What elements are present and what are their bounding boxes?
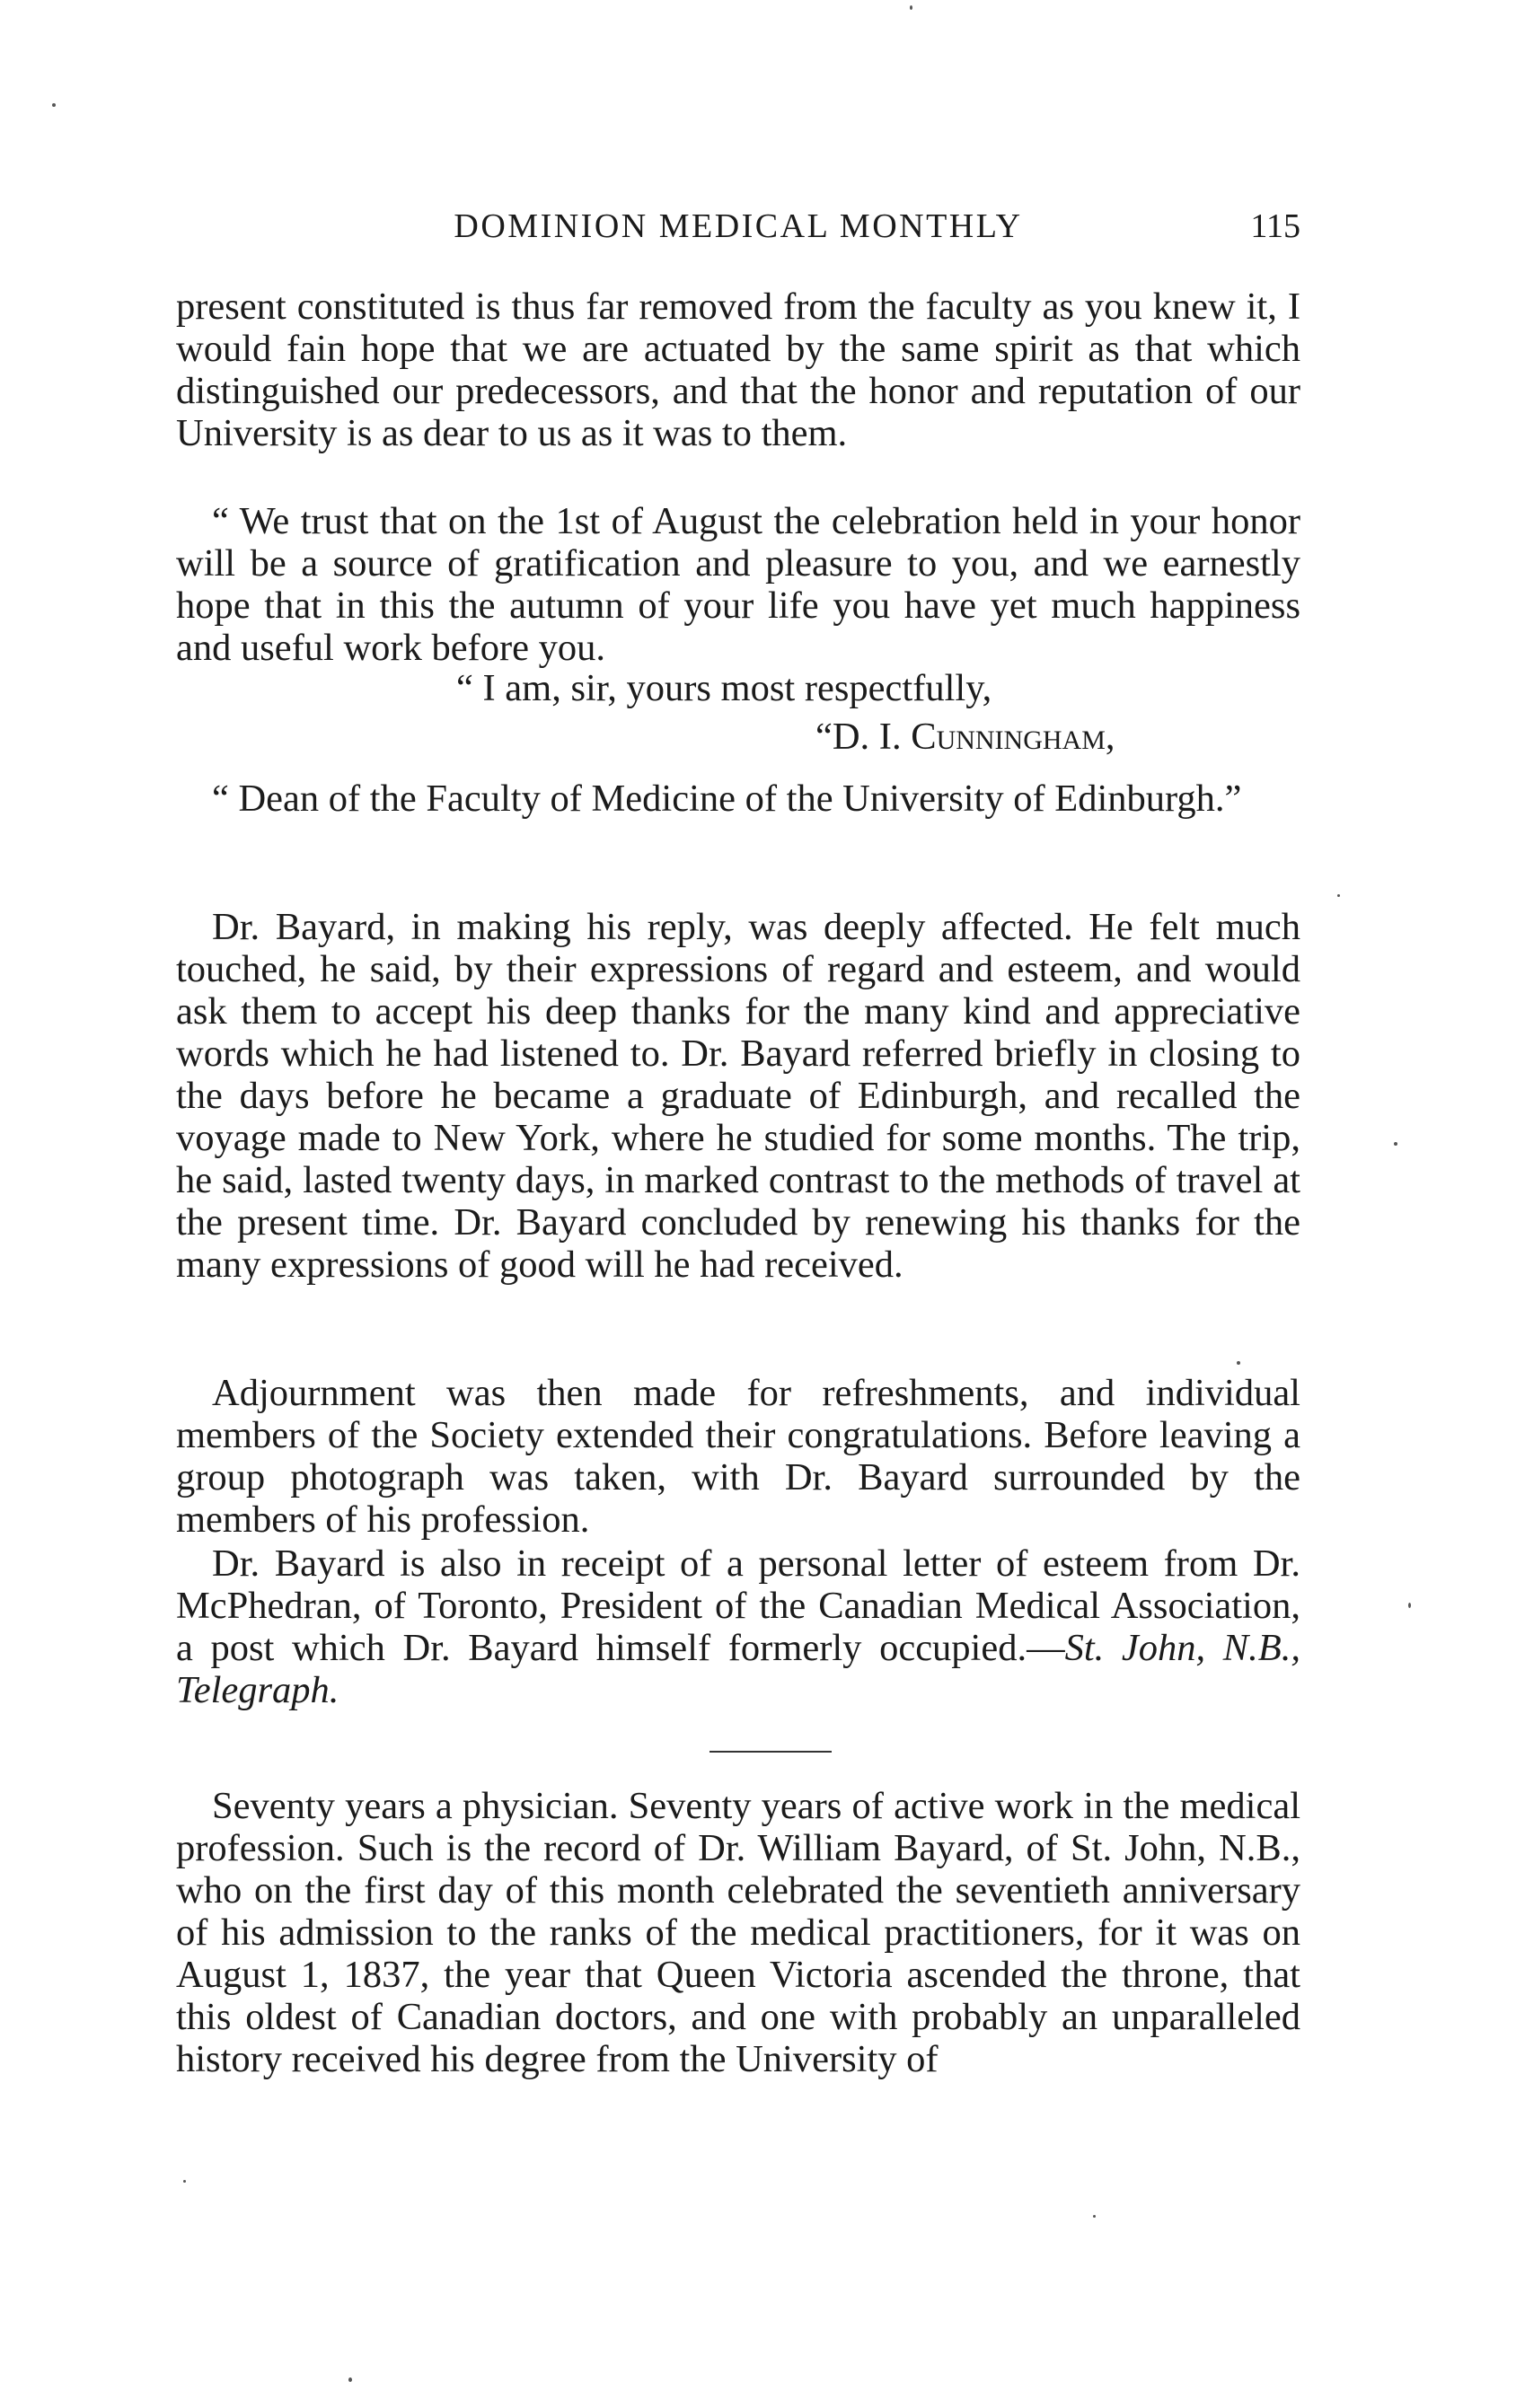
letter-closing-block: [176, 667, 1300, 709]
signature-surname: Cunningham,: [911, 716, 1115, 758]
report-paragraph-2: Adjournment was then made for refreshments, and individual members of the Society extended their congratulations. Before leaving a group photograph was taken, with Dr. Bayard surrounded by the members of his profession.: [176, 1372, 1300, 1541]
letter-paragraph-2-block: [176, 500, 1300, 669]
scan-speck: [1337, 894, 1340, 897]
scan-speck: [1093, 2215, 1096, 2218]
scan-speck: [1408, 1603, 1411, 1608]
report-paragraph-3: [176, 1542, 1300, 1711]
letter-paragraph-1-block: [176, 286, 1300, 454]
journal-title: DOMINION MEDICAL MONTHLY: [454, 207, 1023, 245]
scan-speck: [183, 2180, 186, 2183]
scan-speck: [348, 2377, 352, 2382]
section-divider: [710, 1751, 832, 1753]
report-paragraph-3-block: [176, 1542, 1300, 1711]
letter-paragraph-2: “ We trust that on the 1st of August the celebration held in your honor will be a source of gratification and pleasure to you, and we earnestly hope that in this the autumn of your life you have yet much happiness and useful work before you.: [176, 500, 1300, 669]
page-number: 115: [1250, 207, 1300, 245]
letter-dean-title: “ Dean of the Faculty of Medicine of the University of Edinburgh.”: [212, 778, 1242, 820]
letter-paragraph-1: present constituted is thus far removed from the faculty as you knew it, I would fain hope that we are actuated by the same spirit as that which distinguished our predecessors, and that the honor and reputation of our University is as dear to us as it was to them.: [176, 286, 1300, 454]
report-source-citation: St. John, N.B., Telegraph.: [176, 1627, 1300, 1711]
letter-closing: “ I am, sir, yours most respectfully,: [456, 667, 992, 709]
report-paragraph-1-block: [176, 906, 1300, 1286]
article-paragraph-1-block: [176, 1785, 1300, 2080]
scan-speck: [52, 103, 56, 107]
scan-speck: [1237, 1361, 1240, 1365]
letter-signature: [176, 716, 1300, 758]
scan-speck: [910, 5, 912, 10]
article-paragraph-1: Seventy years a physician. Seventy years of active work in the medical profession. Such is the record of Dr. William Bayard, of St. John, N.B., who on the first day of this month celebrated the seventieth anniversary of his admission to the ranks of the medical practitioners, for it was on August 1, 1837, the year that Queen Victoria ascended the throne, that this oldest of Canadian doctors, and one with probably an unparalleled history received his degree from the University of: [176, 1785, 1300, 2080]
report-paragraph-3-text: Dr. Bayard is also in receipt of a personal letter of esteem from Dr. McPhedran, of Toronto, President of the Canadian Medical Association, a post which Dr. Bayard himself formerly occupied.—: [176, 1542, 1300, 1669]
scan-speck: [1394, 1142, 1397, 1146]
running-head: [176, 207, 1300, 260]
letter-signature-block: [176, 716, 1300, 758]
letter-dean-block: [176, 778, 1300, 820]
signature-initials: “D. I.: [815, 716, 902, 758]
report-paragraph-2-block: [176, 1372, 1300, 1541]
report-paragraph-1: Dr. Bayard, in making his reply, was deeply affected. He felt much touched, he said, by their expressions of regard and esteem, and would ask them to accept his deep thanks for the many kind and appreciative words which he had listened to. Dr. Bayard referred briefly in closing to the days before he became a graduate of Edinburgh, and recalled the voyage made to New York, where he studied for some months. The trip, he said, lasted twenty days, in marked contrast to the methods of travel at the present time. Dr. Bayard concluded by renewing his thanks for the many expressions of good will he had received.: [176, 906, 1300, 1286]
